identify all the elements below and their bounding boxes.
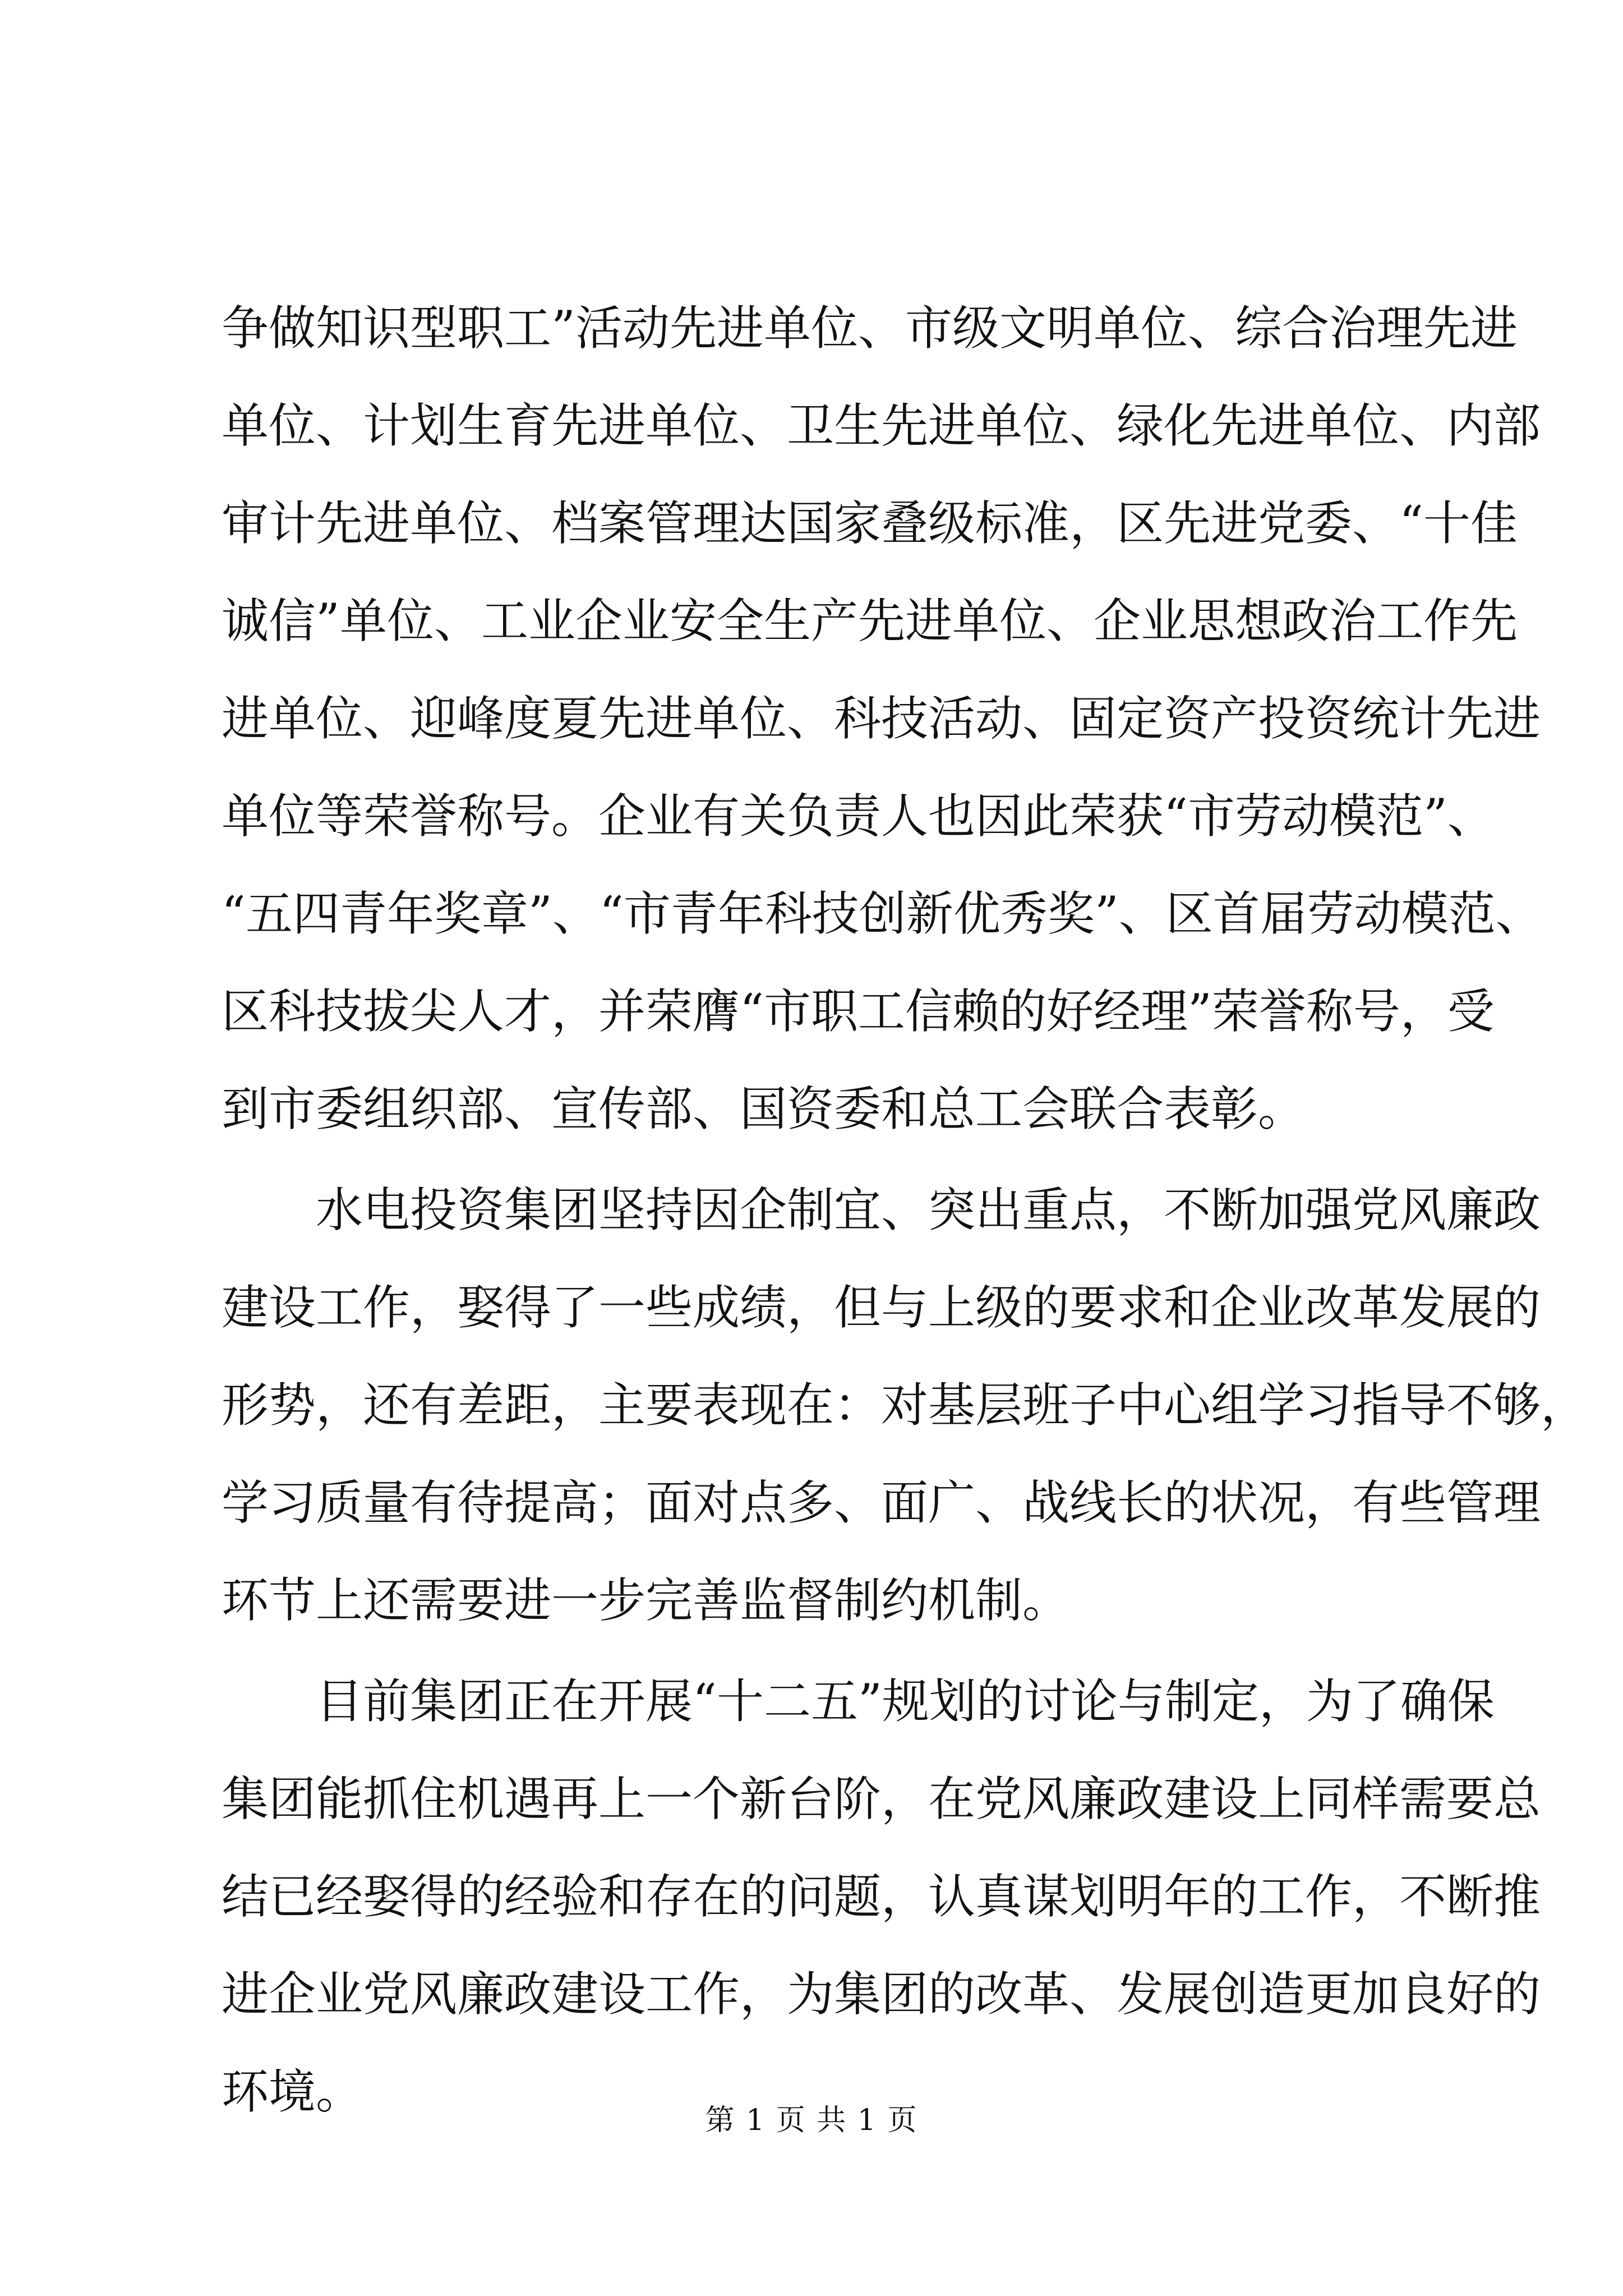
paragraph-line: 环境。 — [222, 2064, 363, 2119]
paragraph-line: 目前集团正在开展“十二五”规划的讨论与制定，为了确保 — [316, 1674, 1495, 1729]
page-footer — [0, 2098, 1623, 2143]
paragraph-line: 单位等荣誉称号。企业有关负责人也因此荣获“市劳动模范”、 — [222, 789, 1495, 844]
paragraph-line: 进企业党风廉政建设工作，为集团的改革、发展创造更加良好的 — [222, 1967, 1541, 2022]
paragraph-line: 环节上还需要进一步完善监督制约机制。 — [222, 1573, 1070, 1628]
paragraph-2 — [222, 1161, 1588, 1649]
document-body — [222, 279, 1588, 2141]
paragraph-line: 形势，还有差距，主要表现在：对基层班子中心组学习指导不够， — [222, 1378, 1588, 1433]
paragraph-line: 建设工作，娶得了一些成绩，但与上级的要求和企业改革发展的 — [222, 1280, 1541, 1335]
paragraph-line: 争做知识型职工”活动先进单位、市级文明单位、综合治理先进 — [222, 301, 1518, 356]
paragraph-line: 学习质量有待提高；面对点多、面广、战线长的状况，有些管理 — [222, 1475, 1541, 1530]
paragraph-line: 诚信”单位、工业企业安全生产先进单位、企业思想政治工作先 — [222, 593, 1518, 648]
page-number-label: 第 1 页 共 1 页 — [705, 2104, 918, 2137]
paragraph-3 — [222, 1653, 1541, 2141]
paragraph-line: 审计先进单位、档案管理达国家叠级标准，区先进党委、“十佳 — [222, 496, 1518, 551]
paragraph-line: 水电投资集团坚持因企制宜、突出重点，不断加强党风廉政 — [316, 1182, 1541, 1237]
paragraph-line: 单位、计划生育先进单位、卫生先进单位、绿化先进单位、内部 — [222, 398, 1541, 453]
paragraph-line: 区科技拔尖人才，并荣膺“市职工信赖的好经理”荣誉称号，受 — [222, 984, 1495, 1039]
paragraph-line: “五四青年奖章”、“市青年科技创新优秀奖”、区首届劳动模范、 — [222, 886, 1543, 941]
paragraph-line: 到市委组织部、宣传部、国资委和总工会联合表彰。 — [222, 1082, 1306, 1137]
paragraph-line: 进单位、迎峰度夏先进单位、科技活动、固定资产投资统计先进 — [222, 691, 1541, 746]
paragraph-1 — [222, 279, 1543, 1158]
paragraph-line: 结已经娶得的经验和存在的问题，认真谋划明年的工作，不断推 — [222, 1869, 1541, 1924]
paragraph-line: 集团能抓住机遇再上一个新台阶，在党风廉政建设上同样需要总 — [222, 1772, 1541, 1826]
